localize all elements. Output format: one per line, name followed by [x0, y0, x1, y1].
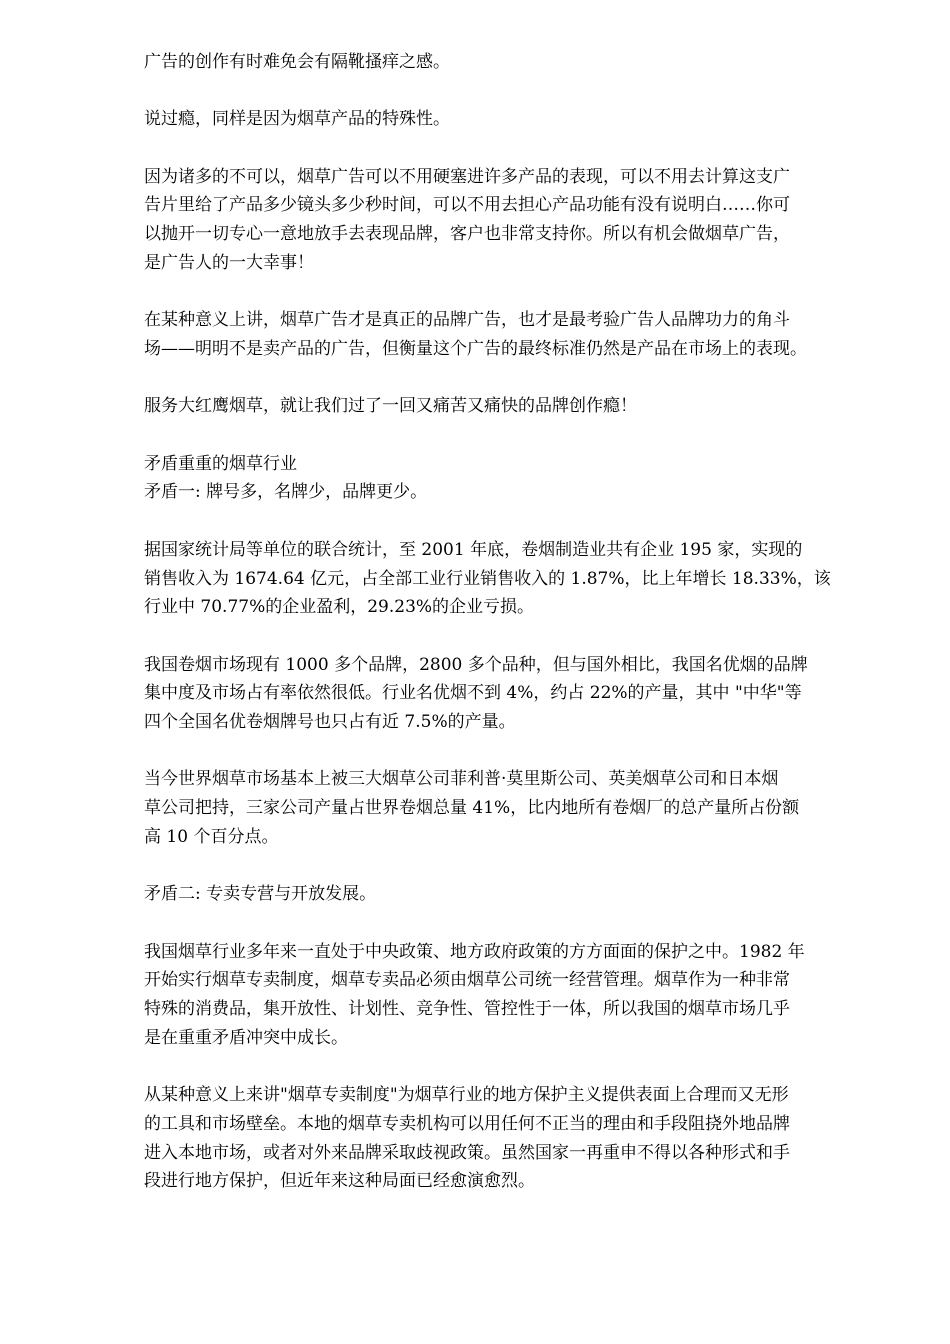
- paragraph-contradiction-two: 矛盾二: 专卖专营与开放发展。: [144, 884, 377, 905]
- paragraph-service: 服务大红鹰烟草，就让我们过了一回又痛苦又痛快的品牌创作瘾！: [144, 396, 637, 417]
- document-page: [144, 48, 888, 1225]
- paragraph-monopoly: 我国烟草行业多年来一直处于中央政策、地方政府政策的方方面面的保护之中。1982 年 开始实行烟草专卖制度，烟草专卖品必须由烟草公司统一经营管理。烟草作为一种非常 特殊的消费品，集开放性、计划性、竞争性、管控性于一体，所以我国的烟草市场几乎 是在重重矛盾冲突中成长。: [144, 941, 805, 1048]
- paragraph-statistics: 据国家统计局等单位的联合统计，至 2001 年底，卷烟制造业共有企业 195 家，实现的 销售收入为 1674.64 亿元，占全部工业行业销售收入的 1.87%，比上年增长 18.33%，该 行业中 70.77%的企业盈利，29.23%的企业亏损。: [144, 539, 831, 618]
- paragraph-freedom: 因为诸多的不可以，烟草广告可以不用硬塞进许多产品的表现，可以不用去计算这支广 告片里给了产品多少镜头多少秒时间，可以不用去担心产品功能有没有说明白……你可 以抛开一切专心一意地放手去表现品牌，客户也非常支持你。所以有机会做烟草广告， 是广告人的一大幸事！: [144, 166, 790, 273]
- section-heading: 矛盾重重的烟草行业: [144, 453, 297, 474]
- paragraph-protectionism: 从某种意义上来讲"烟草专卖制度"为烟草行业的地方保护主义提供表面上合理而又无形 的工具和市场壁垒。本地的烟草专卖机构可以用任何不正当的理由和手段阻挠外地品牌 进入本地市场，或者对外来品牌采取歧视政策。虽然国家一再重申不得以各种形式和手 段进行地方保护，但近年来这种局面已经愈演愈烈。: [144, 1085, 790, 1192]
- paragraph-market-brands: 我国卷烟市场现有 1000 多个品牌，2800 多个品种，但与国外相比，我国名优烟的品牌 集中度及市场占有率依然很低。行业名优烟不到 4%，约占 22%的产量，其中 "中华"等 四个全国名优卷烟牌号也只占有近 7.5%的产量。: [144, 654, 808, 733]
- paragraph-intro: 广告的创作有时难免会有隔靴搔痒之感。: [144, 52, 450, 72]
- paragraph-addiction: 说过瘾，同样是因为烟草产品的特殊性。: [144, 109, 450, 130]
- paragraph-brand-ad: 在某种意义上讲，烟草广告才是真正的品牌广告，也才是最考验广告人品牌功力的角斗 场——明明不是卖产品的广告，但衡量这个广告的最终标准仍然是产品在市场上的表现。: [144, 310, 807, 359]
- paragraph-world-market: 当今世界烟草市场基本上被三大烟草公司菲利普·莫里斯公司、英美烟草公司和日本烟 草公司把持，三家公司产量占世界卷烟总量 41%，比内地所有卷烟厂的总产量所占份额 高 10 个百分点。: [144, 769, 800, 847]
- paragraph-contradiction-one: 矛盾一: 牌号多，名牌少，品牌更少。: [144, 482, 428, 503]
